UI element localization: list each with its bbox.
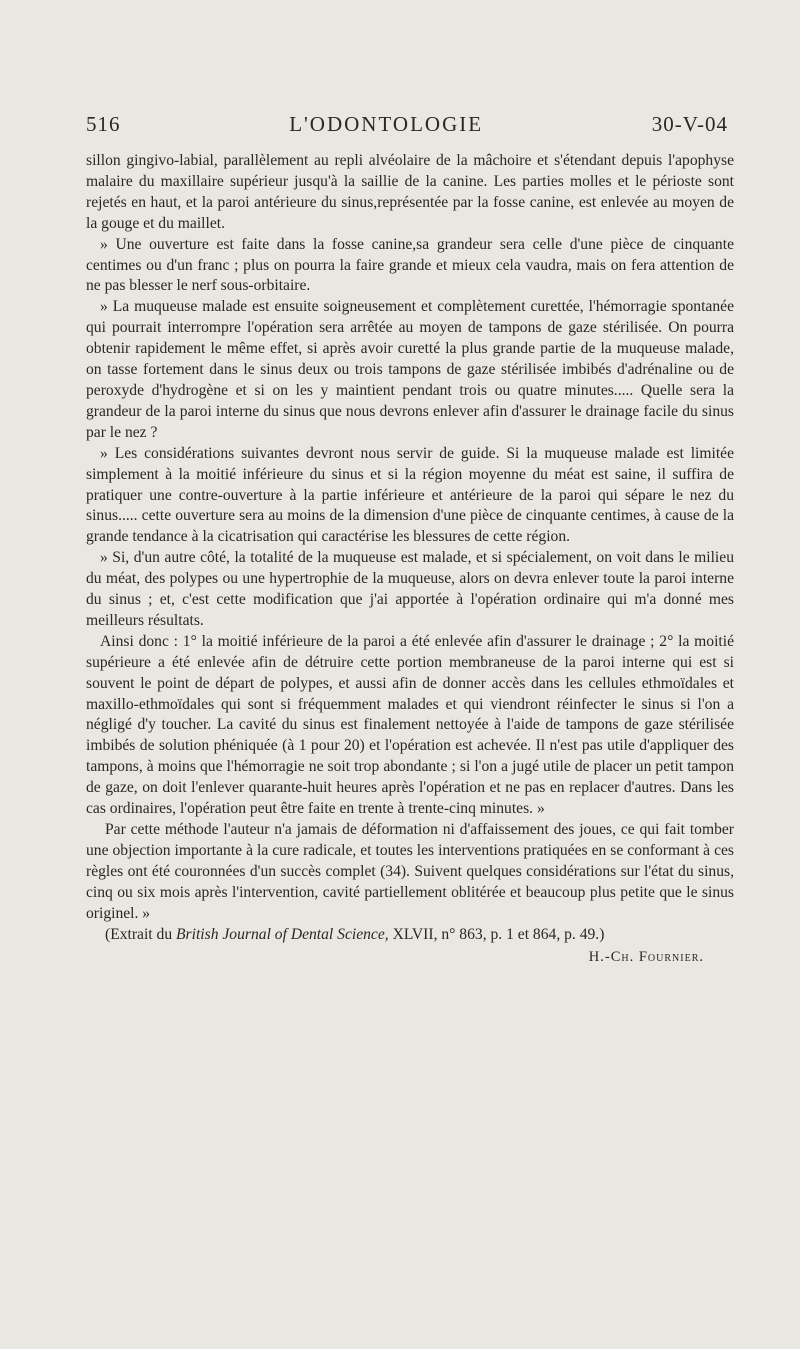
running-header xyxy=(86,112,734,137)
paragraph-4: » Les considérations suivantes devront nous servir de guide. Si la muqueuse malade est limitée simplement à la moitié inférieure du sinus et si la région moyenne du méat est saine, il suffira de pratiquer une contre-ouverture à la partie inférieure et antérieure de la paroi qui sépare le nez du sinus..... cette ouverture sera au moins de la dimension d'une pièce de cinquante centimes, à cause de la grande tendance à la cicatrisation qui caractérise les blessures de cette région. xyxy=(86,444,734,546)
author-signature: H.-Ch. Fournier. xyxy=(588,949,704,966)
source-reference xyxy=(86,925,734,946)
reference-suffix: XLVII, n° 863, p. 1 et 864, p. 49.) xyxy=(388,925,605,943)
paragraph-3: » La muqueuse malade est ensuite soigneusement et complètement curettée, l'hémorragie spontanée qui pourrait interrompre l'opération sera arrêtée au moyen de tampons de gaze stérilisée. On pourra obtenir rapidement le même effet, si après avoir curetté la plus grande partie de la muqueuse malade, on tasse fortement dans le sinus deux ou trois tampons de gaze stérilisée imbibés d'adrénaline ou de peroxyde d'hydrogène et si on les y maintient pendant trois ou quatre minutes..... Quelle sera la grandeur de la paroi interne du sinus que nous devrons enlever afin d'assurer le drainage facile du sinus par le nez ? xyxy=(86,298,734,441)
page-number: 516 xyxy=(86,112,121,136)
paragraph-6: Ainsi donc : 1° la moitié inférieure de la paroi a été enlevée afin d'assurer le drainage ; 2° la moitié supérieure a été enlevée afin de détruire cette portion membraneuse de la paroi interne qui est si souvent le point de départ de polypes, et aussi afin de donner accès dans les cellules ethmoïdales et maxillo-ethmoïdales qui sont si fréquemment malades et qui viendront réinfecter le sinus si l'on a négligé d'y toucher. La cavité du sinus est finalement nettoyée à l'aide de tampons de gaze stérilisée imbibés de solution phéniquée (à 1 pour 20) et l'opération est achevée. Il n'est pas utile d'appliquer des tampons, à moins que l'hémorragie ne soit trop abondante ; si l'on a jugé utile de placer un petit tampon de gaze, on doit l'enlever quarante-huit heures après l'opération et ne pas en replacer d'autres. Dans les cas ordinaires, l'opération peut être faite en trente à trente-cinq minutes. » xyxy=(86,632,734,818)
reference-prefix: (Extrait du xyxy=(105,925,177,943)
paragraph-1: sillon gingivo-labial, parallèlement au repli alvéolaire de la mâchoire et s'étendant depuis l'apophyse malaire du maxillaire supérieur jusqu'à la saillie de la canine. Les parties molles et le périoste sont rejetés en haut, et la paroi antérieure du sinus,représentée par la fosse canine, est enlevée au moyen de la gouge et du maillet. xyxy=(86,152,734,232)
paragraph-7: Par cette méthode l'auteur n'a jamais de déformation ni d'affaissement des joues, ce qui fait tomber une objection importante à la cure radicale, et toutes les interventions pratiquées en se conformant à ces règles ont été couronnées d'un succès complet (34). Suivent quelques considérations sur l'état du sinus, cinq ou six mois après l'intervention, cavité partiellement oblitérée et beaucoup plus petite que le sinus originel. » xyxy=(86,821,734,922)
issue-date: 30-V-04 xyxy=(651,112,728,136)
paragraph-5: » Si, d'un autre côté, la totalité de la muqueuse est malade, et si spécialement, on voit dans le milieu du méat, des polypes ou une hypertrophie de la muqueuse, alors on devra enlever toute la paroi interne du sinus ; et, c'est cette modification que j'ai apportée à l'opération ordinaire qui m'a donné mes meilleurs résultats. xyxy=(86,549,734,629)
reference-journal-title: British Journal of Dental Science, xyxy=(176,925,389,943)
paragraph-2: » Une ouverture est faite dans la fosse canine,sa grandeur sera celle d'une pièce de cinquante centimes ou d'un franc ; plus on pourra la faire grande et mieux cela vaudra, mais on fera attention de ne pas blesser le nerf sous-orbitaire. xyxy=(86,235,734,295)
article-body xyxy=(86,151,734,945)
journal-title: L'ODONTOLOGIE xyxy=(289,112,484,136)
